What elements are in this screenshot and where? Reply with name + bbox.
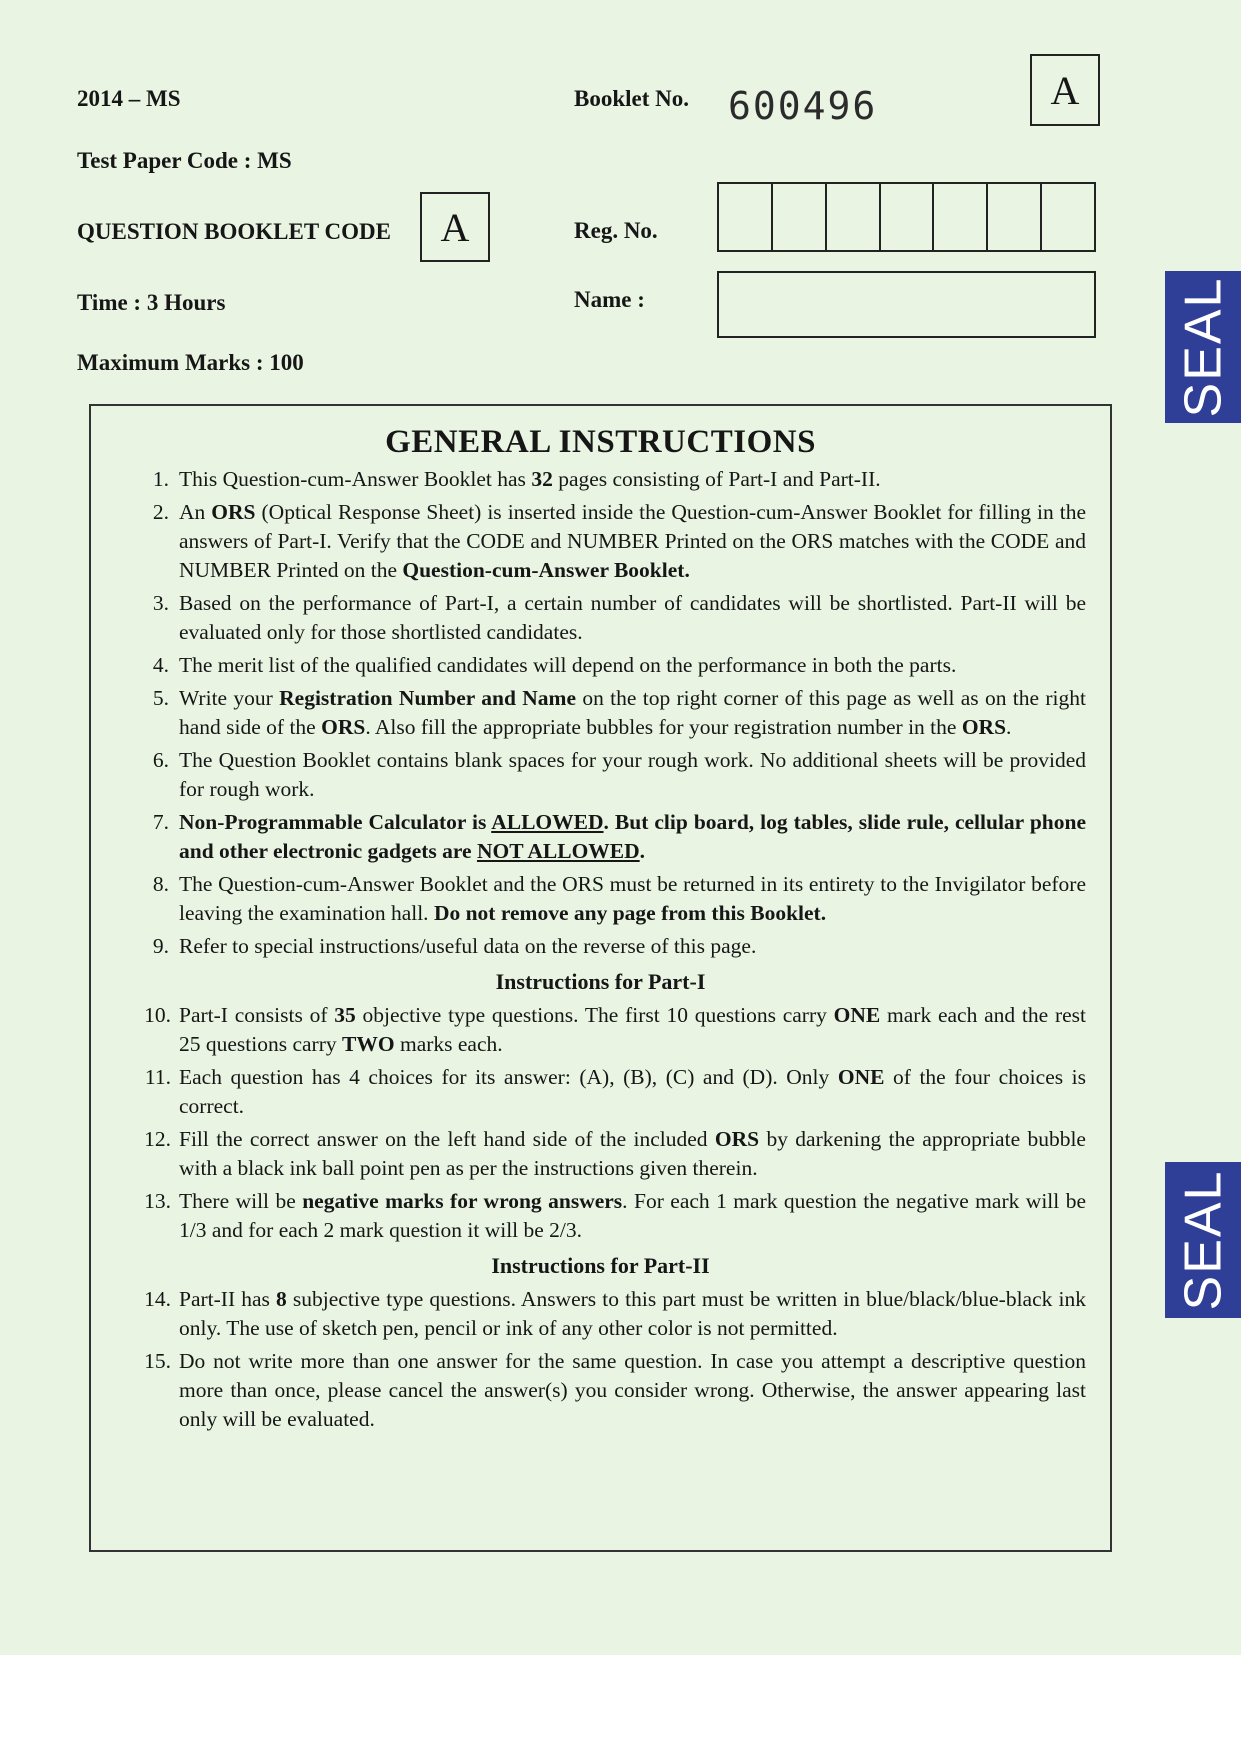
instruction-item: [127, 808, 1086, 866]
instruction-item: [127, 1001, 1086, 1059]
instruction-number: 13.: [144, 1189, 171, 1213]
instruction-text-segment: ONE: [833, 1003, 881, 1027]
instruction-text-segment: Based on the performance of Part-I, a certain number of candidates will be shortlisted. Part-II will be evaluated only for those shortlisted candidates.: [179, 591, 1086, 644]
part-1-heading: Instructions for Part-I: [495, 969, 706, 994]
instruction-text: [179, 651, 1086, 680]
instruction-item: [127, 1347, 1086, 1434]
instruction-number: 14.: [144, 1287, 171, 1311]
instruction-text-segment: Each question has 4 choices for its answer: (A), (B), (C) and (D). Only: [179, 1065, 838, 1089]
instruction-item: [127, 1187, 1086, 1245]
instruction-text-segment: .: [1006, 715, 1012, 739]
instruction-text-segment: Part-II has: [179, 1287, 277, 1311]
instruction-text-segment: 35: [334, 1003, 356, 1027]
instruction-text: [179, 1001, 1086, 1059]
instruction-number: 11.: [144, 1065, 171, 1089]
time-allowed: Time : 3 Hours: [77, 290, 226, 315]
instruction-text: [179, 465, 1086, 494]
instruction-item: [127, 498, 1086, 585]
instruction-text-segment: objective type questions. The first 10 questions carry: [355, 1003, 834, 1027]
name-field[interactable]: [717, 271, 1096, 338]
instruction-text-segment: on the top right corner of this page as well as on the right hand side of the: [179, 686, 1086, 739]
exam-year-code: 2014 – MS: [77, 86, 181, 111]
instruction-text-segment: Refer to special instructions/useful data on the reverse of this page.: [179, 934, 757, 958]
instruction-number: 8.: [152, 872, 169, 896]
instruction-number: 7.: [152, 810, 169, 834]
instruction-text-segment: . For each 1 mark question the negative mark will be 1/3 and for each 2 mark question it will be 2/3.: [179, 1189, 1086, 1242]
instruction-text-segment: Do not remove any page from this Booklet.: [433, 901, 827, 925]
instruction-text: [179, 1125, 1086, 1183]
instruction-number: 2.: [152, 500, 169, 524]
instruction-text-segment: negative marks for wrong answers: [302, 1189, 623, 1213]
instruction-text-segment: .: [639, 839, 646, 863]
booklet-code-box: A: [1030, 54, 1100, 126]
instruction-text: [179, 1285, 1086, 1343]
instruction-item: [127, 684, 1086, 742]
instruction-item: [127, 651, 1086, 680]
instruction-text-segment: Non-Programmable Calculator is: [179, 810, 492, 834]
instruction-text-segment: ORS: [211, 500, 256, 524]
instruction-text: [179, 808, 1086, 866]
instruction-number: 10.: [144, 1003, 171, 1027]
instruction-text-segment: subjective type questions. Answers to this part must be written in blue/black/blue-black ink only. The use of sketch pen, pencil or ink of any other color is not permitted.: [179, 1287, 1086, 1340]
instruction-number: 4.: [152, 653, 169, 677]
instruction-text-segment: TWO: [342, 1032, 395, 1056]
instructions-list-general: [127, 465, 1086, 961]
part-2-heading: Instructions for Part-II: [491, 1253, 710, 1278]
instruction-number: 3.: [152, 591, 169, 615]
instruction-text-segment: The Question Booklet contains blank spaces for your rough work. No additional sheets will be provided for rough work.: [179, 748, 1086, 801]
instruction-item: [127, 1285, 1086, 1343]
instruction-text: [179, 746, 1086, 804]
instruction-number: 9.: [152, 934, 169, 958]
general-instructions-box: [89, 404, 1112, 1552]
instruction-text-segment: . But clip board, log tables, slide rule, cellular phone and other electronic gadgets are: [179, 810, 1086, 863]
instruction-text-segment: Question-cum-Answer Booklet.: [402, 558, 690, 582]
instruction-item: [127, 932, 1086, 961]
instruction-text-segment: ORS: [321, 715, 366, 739]
instruction-text-segment: Write your: [179, 686, 280, 710]
general-instructions-title: GENERAL INSTRUCTIONS: [385, 424, 816, 460]
seal-label-top: [1165, 271, 1241, 423]
instruction-text-segment: ORS: [714, 1127, 760, 1151]
instruction-text-segment: This Question-cum-Answer Booklet has: [179, 467, 532, 491]
instruction-text: [179, 1063, 1086, 1121]
instruction-number: 5.: [152, 686, 169, 710]
instruction-text-segment: Fill the correct answer on the left hand side of the included: [179, 1127, 715, 1151]
instruction-text: [179, 589, 1086, 647]
reg-no-grid[interactable]: [717, 182, 1096, 252]
reg-no-cell[interactable]: [827, 184, 881, 250]
reg-no-cell[interactable]: [719, 184, 773, 250]
instruction-text-segment: pages consisting of Part-I and Part-II.: [552, 467, 881, 491]
instruction-text-segment: NOT ALLOWED: [476, 839, 640, 863]
instruction-text-segment: (Optical Response Sheet) is inserted inside the Question-cum-Answer Booklet for filling in the answers of Part-I. Verify that the CODE and NUMBER Printed on the ORS matches with the CODE and NUMBER Printed on the: [179, 500, 1086, 582]
instruction-text: [179, 498, 1086, 585]
instruction-text-segment: 8: [276, 1287, 287, 1311]
instruction-text-segment: There will be: [179, 1189, 303, 1213]
instruction-text-segment: 32: [531, 467, 553, 491]
booklet-no-value: 600496: [728, 84, 878, 128]
instruction-text-segment: The merit list of the qualified candidates will depend on the performance in both the parts.: [179, 653, 957, 677]
instruction-text-segment: Part-I consists of: [179, 1003, 335, 1027]
instructions-list-part-1: [127, 1001, 1086, 1245]
instruction-text-segment: An: [179, 500, 212, 524]
question-booklet-code-label: QUESTION BOOKLET CODE: [77, 219, 391, 244]
instruction-text-segment: of the four choices is correct.: [179, 1065, 1086, 1118]
instruction-text: [179, 932, 1086, 961]
instruction-item: [127, 589, 1086, 647]
instruction-item: [127, 746, 1086, 804]
test-paper-code: Test Paper Code : MS: [77, 148, 292, 173]
name-label: Name :: [574, 287, 645, 312]
seal-label-bottom: [1165, 1162, 1241, 1318]
instruction-text-segment: The Question-cum-Answer Booklet and the ORS must be returned in its entirety to the Invigilator before leaving the examination hall.: [179, 872, 1086, 925]
question-booklet-code-box: A: [420, 192, 490, 262]
booklet-no-label: Booklet No.: [574, 86, 689, 111]
instruction-text: [179, 1347, 1086, 1434]
reg-no-cell[interactable]: [1042, 184, 1094, 250]
reg-no-cell[interactable]: [988, 184, 1042, 250]
instruction-text: [179, 684, 1086, 742]
instruction-text-segment: by darkening the appropriate bubble with a black ink ball point pen as per the instructions given therein.: [179, 1127, 1086, 1180]
maximum-marks: Maximum Marks : 100: [77, 350, 304, 375]
instruction-text-segment: ORS: [961, 715, 1007, 739]
reg-no-cell[interactable]: [881, 184, 935, 250]
instructions-list-part-2: [127, 1285, 1086, 1434]
instruction-item: [127, 1063, 1086, 1121]
instruction-item: [127, 1125, 1086, 1183]
instruction-text-segment: ONE: [837, 1065, 885, 1089]
instruction-text-segment: Registration Number and Name: [279, 686, 576, 710]
instruction-text-segment: . Also fill the appropriate bubbles for your registration number in the: [365, 715, 962, 739]
seal-text: SEAL: [1174, 1169, 1233, 1311]
reg-no-cell[interactable]: [773, 184, 827, 250]
instruction-text-segment: Do not write more than one answer for the same question. In case you attempt a descriptive question more than once, please cancel the answer(s) you consider wrong. Otherwise, the answer appearing last only will be evaluated.: [179, 1349, 1086, 1431]
instruction-number: 15.: [144, 1349, 171, 1373]
reg-no-cell[interactable]: [934, 184, 988, 250]
reg-no-label: Reg. No.: [574, 218, 658, 243]
instruction-text: [179, 1187, 1086, 1245]
instruction-item: [127, 465, 1086, 494]
instruction-number: 12.: [144, 1127, 171, 1151]
instruction-text-segment: mark each and the rest 25 questions carry: [179, 1003, 1087, 1056]
instruction-item: [127, 870, 1086, 928]
instruction-text-segment: marks each.: [394, 1032, 503, 1056]
instruction-number: 6.: [152, 748, 169, 772]
instruction-number: 1.: [152, 467, 169, 491]
seal-text: SEAL: [1174, 276, 1233, 418]
instruction-text-segment: ALLOWED: [491, 810, 604, 834]
instruction-text: [179, 870, 1086, 928]
